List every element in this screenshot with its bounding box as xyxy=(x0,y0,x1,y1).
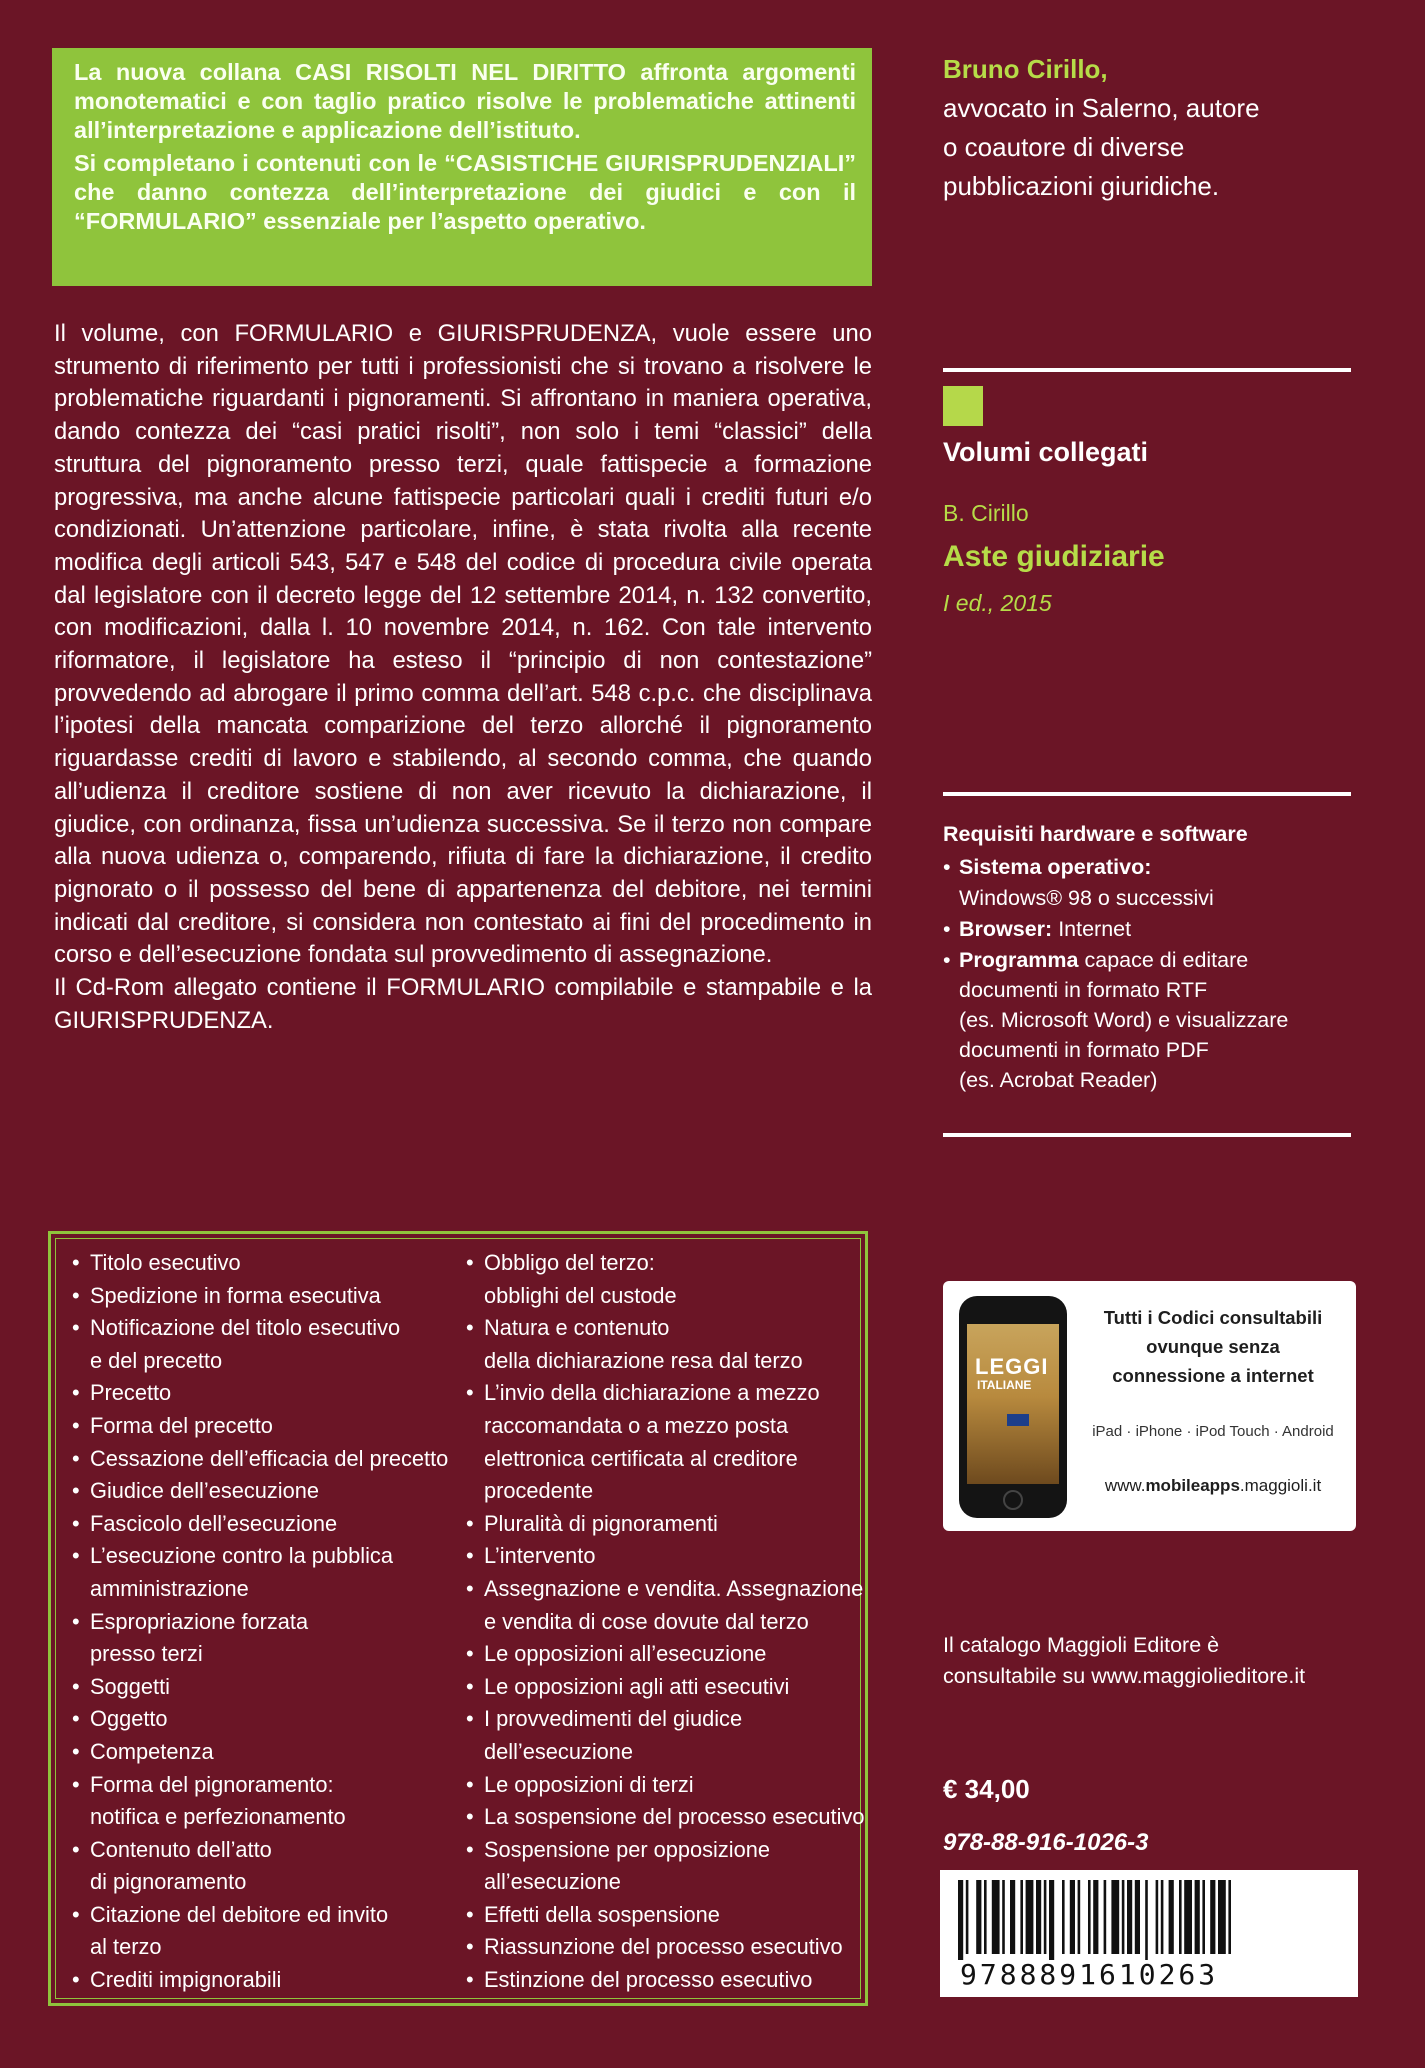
requirement-value: documenti in formato RTF xyxy=(959,978,1208,1002)
topic-line: • Spedizione in forma esecutiva xyxy=(90,1282,381,1308)
topic-item xyxy=(466,1931,866,1964)
app-promo-line: Tutti i Codici consultabili xyxy=(1103,1307,1323,1328)
barcode-bar xyxy=(1210,1880,1215,1954)
topic-line: • Forma del pignoramento: xyxy=(90,1771,334,1797)
topic-item xyxy=(466,1638,866,1671)
topic-line: procedente xyxy=(484,1478,594,1504)
topic-line: al terzo xyxy=(90,1934,162,1960)
barcode-bar xyxy=(1122,1880,1125,1954)
topic-item xyxy=(466,1899,866,1932)
app-logo-text: LEGGI xyxy=(975,1354,1049,1379)
topic-item xyxy=(72,1540,472,1605)
topic-line: • Competenza xyxy=(90,1738,214,1764)
barcode-bar xyxy=(1161,1880,1164,1954)
topic-line: • L’invio della dichiarazione a mezzo xyxy=(484,1380,820,1406)
related-volume-title: Aste giudiziarie xyxy=(943,540,1165,573)
topic-item xyxy=(72,1899,472,1964)
topic-item xyxy=(72,1280,472,1313)
barcode xyxy=(940,1870,1358,1997)
app-promo-title xyxy=(1081,1303,1345,1390)
author-block xyxy=(943,50,1383,206)
requirement-label: Sistema operativo: xyxy=(959,855,1152,879)
topic-line: amministrazione xyxy=(90,1575,249,1601)
topic-line: • Soggetti xyxy=(90,1673,170,1699)
requirement-value: Windows® 98 o successivi xyxy=(959,886,1214,910)
topic-line: • Le opposizioni di terzi xyxy=(484,1771,694,1797)
requirement-value: capace di editare xyxy=(1084,948,1249,972)
barcode-digits: 9788891610263 xyxy=(960,1958,1219,1991)
barcode-bar xyxy=(992,1880,1000,1954)
requirements-block xyxy=(943,819,1363,1095)
barcode-bar xyxy=(1062,1880,1065,1954)
topic-line: all’esecuzione xyxy=(484,1869,621,1895)
phone-home-button xyxy=(1003,1490,1023,1510)
app-devices-list: iPad · iPhone · iPod Touch · Android xyxy=(1092,1423,1334,1440)
topic-item xyxy=(72,1410,472,1443)
topic-line: • Giudice dell’esecuzione xyxy=(90,1478,320,1504)
topic-item xyxy=(466,1573,866,1638)
topic-item xyxy=(72,1964,472,1997)
topic-line: della dichiarazione resa dal terzo xyxy=(484,1347,803,1373)
barcode-bar xyxy=(1088,1880,1091,1954)
barcode-bar xyxy=(1104,1880,1107,1954)
requirement-label: Programma xyxy=(959,948,1079,972)
topic-line: raccomandata o a mezzo posta xyxy=(484,1412,789,1438)
related-volume-author: B. Cirillo xyxy=(943,500,1029,526)
topic-line: • Crediti impignorabili xyxy=(90,1967,282,1993)
topic-line: • Sospensione per opposizione xyxy=(484,1836,770,1862)
phone-screen xyxy=(967,1324,1059,1484)
topic-line: • Contenuto dell’atto xyxy=(90,1836,272,1862)
topic-item xyxy=(466,1312,866,1377)
app-url[interactable]: www.mobileapps.maggioli.it xyxy=(1104,1476,1322,1495)
author-bio-line: o coautore di diverse xyxy=(943,132,1185,162)
requirement-value: (es. Microsoft Word) e visualizzare xyxy=(959,1008,1289,1032)
intro-box xyxy=(52,48,872,286)
topic-line: e vendita di cose dovute dal terzo xyxy=(484,1608,809,1634)
requirement-item xyxy=(943,914,1363,945)
barcode-bar xyxy=(1010,1880,1015,1954)
topic-line: • Le opposizioni agli atti esecutivi xyxy=(484,1673,790,1699)
intro-paragraph-2: Si completano i contenuti con le “CASISTICHE GIURISPRUDENZIALI” che danno contezza dell’interpretazione dei giudici e con il “FORMULARIO” essenziale per l’aspetto operativo. xyxy=(74,150,856,234)
barcode-bar xyxy=(1135,1880,1140,1954)
topic-line: dell’esecuzione xyxy=(484,1738,634,1764)
barcode-bar xyxy=(958,1880,963,1960)
topic-item xyxy=(466,1964,866,1997)
topic-line: • Assegnazione e vendita. Assegnazione xyxy=(484,1575,864,1601)
app-promo-line: ovunque senza xyxy=(1146,1336,1280,1357)
barcode-bar xyxy=(1026,1880,1034,1954)
barcode-bar xyxy=(1156,1880,1159,1954)
price: € 34,00 xyxy=(943,1774,1030,1804)
topic-line: • Oggetto xyxy=(90,1706,168,1732)
topic-line: • Effetti della sospensione xyxy=(484,1901,720,1927)
green-square-marker xyxy=(943,386,983,426)
catalog-line: consultabile su www.maggiolieditore.it xyxy=(943,1664,1306,1688)
topic-item xyxy=(466,1703,866,1768)
description-paragraph-1: Il volume, con FORMULARIO e GIURISPRUDENZA, vuole essere uno strumento di riferimento per tutti i professionisti che si trovano a risolvere le problematiche riguardanti i pignoramenti. Si affrontano in maniera operativa, dando contezza dei “casi pratici risolti”, non solo i temi “classici” della struttura del pignoramento presso terzi, quale fattispecie a formazione progressiva, ma anche alcune fattispecie particolari quali i crediti futuri e/o condizionati. Un’attenzione particolare, infine, è stata rivolta alla recente modifica degli articoli 543, 547 e 548 del codice di procedura civile operata dal legislatore con il decreto legge del 12 settembre 2014, n. 132 convertito, con modificazioni, dalla l. 10 novembre 2014, n. 162. Con tale intervento riformatore, il legislatore ha esteso il “principio di non contestazione” provvedendo ad abrogare il primo comma dell’art. 548 c.p.c. che disciplinava l’ipotesi della mancata comparizione del terzo allorché il pignoramento riguardasse crediti di lavoro e stabilendo, al secondo comma, che quando all’udienza il creditore sostiene di non aver ricevuto la dichiarazione, il giudice, con ordinanza, fissa un’udienza successiva. Se il terzo non compare alla nuova udienza o, comparendo, rifiuta di fare la dichiarazione, il credito pignorato o il possesso del bene di appartenenza del debitore, nei termini indicati dal creditore, si considera non contestato ai fini del procedimento in corso e dell’esecuzione fondata sul provvedimento di assegnazione. xyxy=(54,320,872,969)
barcode-bar xyxy=(1078,1880,1081,1954)
barcode-bar xyxy=(1070,1880,1075,1954)
barcode-bar xyxy=(1036,1880,1041,1954)
topic-item xyxy=(72,1606,472,1671)
requirement-value: (es. Acrobat Reader) xyxy=(959,1068,1158,1092)
requirement-label: Browser: xyxy=(959,917,1053,941)
topic-line: • Forma del precetto xyxy=(90,1412,273,1438)
barcode-bar xyxy=(1195,1880,1200,1954)
topic-line: • La sospensione del processo esecutivo xyxy=(484,1804,865,1830)
barcode-bar xyxy=(1169,1880,1174,1954)
topic-line: • Cessazione dell’efficacia del precetto xyxy=(90,1445,449,1471)
topic-line: • Natura e contenuto xyxy=(484,1315,670,1341)
topic-item xyxy=(72,1475,472,1508)
topic-line: notifica e perfezionamento xyxy=(90,1804,346,1830)
topic-line: • Notificazione del titolo esecutivo xyxy=(90,1315,401,1341)
catalog-line: Il catalogo Maggioli Editore è xyxy=(943,1633,1220,1657)
topic-item xyxy=(466,1671,866,1704)
topic-line: obblighi del custode xyxy=(484,1282,677,1308)
barcode-bar xyxy=(976,1880,981,1954)
topics-column-left xyxy=(72,1247,472,1997)
topic-item xyxy=(72,1443,472,1476)
barcode-bar xyxy=(966,1880,969,1954)
topic-item xyxy=(466,1540,866,1573)
topic-line: • I provvedimenti del giudice xyxy=(484,1706,743,1732)
barcode-bar xyxy=(1228,1880,1231,1954)
app-badge xyxy=(1007,1414,1029,1426)
topic-line: • Citazione del debitore ed invito xyxy=(90,1901,389,1927)
topic-item xyxy=(466,1377,866,1507)
topic-line: • Espropriazione forzata xyxy=(90,1608,309,1634)
catalog-note xyxy=(943,1630,1363,1692)
barcode-bar xyxy=(1145,1880,1148,1960)
topic-item xyxy=(72,1769,472,1834)
topic-item xyxy=(466,1801,866,1834)
topic-item xyxy=(72,1834,472,1899)
barcode-bar xyxy=(1179,1880,1182,1954)
topic-line: • L’intervento xyxy=(484,1543,596,1569)
topic-line: presso terzi xyxy=(90,1641,203,1667)
barcode-bar xyxy=(1202,1880,1205,1954)
topics-column-right xyxy=(466,1247,866,1997)
requirement-value: documenti in formato PDF xyxy=(959,1038,1209,1062)
barcode-bar xyxy=(1044,1880,1047,1954)
barcode-bar xyxy=(1184,1880,1192,1954)
requirement-value: Internet xyxy=(1058,917,1132,941)
topic-line: di pignoramento xyxy=(90,1869,247,1895)
topic-line: e del precetto xyxy=(90,1347,223,1373)
topic-item xyxy=(72,1508,472,1541)
barcode-bar xyxy=(1002,1880,1005,1954)
mobile-app-promo xyxy=(943,1281,1356,1531)
topic-item xyxy=(72,1377,472,1410)
topic-line: • Precetto xyxy=(90,1380,172,1406)
divider xyxy=(943,792,1351,796)
author-bio-line: avvocato in Salerno, autore xyxy=(943,93,1260,123)
topic-line: • Obbligo del terzo: xyxy=(484,1250,655,1275)
author-bio-line: pubblicazioni giuridiche. xyxy=(943,171,1220,201)
requirement-item xyxy=(943,945,1363,1095)
barcode-bar xyxy=(1049,1880,1054,1960)
smartphone-illustration xyxy=(959,1296,1067,1518)
topic-item xyxy=(72,1671,472,1704)
divider xyxy=(943,1133,1351,1137)
app-promo-line: connessione a internet xyxy=(1112,1365,1314,1386)
topic-line: elettronica certificata al creditore xyxy=(484,1445,798,1471)
topic-item xyxy=(466,1508,866,1541)
topic-line: • Riassunzione del processo esecutivo xyxy=(484,1934,843,1960)
topic-item xyxy=(466,1834,866,1899)
isbn: 978-88-916-1026-3 xyxy=(943,1829,1149,1856)
description-text xyxy=(54,318,872,1037)
barcode-bar xyxy=(984,1880,987,1954)
divider xyxy=(943,368,1351,372)
topic-item xyxy=(466,1769,866,1802)
barcode-bar xyxy=(1020,1880,1023,1954)
topic-line: • L’esecuzione contro la pubblica xyxy=(90,1543,393,1569)
topic-item xyxy=(72,1736,472,1769)
related-volume-edition: I ed., 2015 xyxy=(943,590,1052,616)
intro-paragraph-1: La nuova collana CASI RISOLTI NEL DIRITTO affronta argomenti monotematici e con taglio pratico risolve le problematiche attinenti all’interpretazione e applicazione dell’istituto. xyxy=(74,59,856,143)
app-logo-subtext: ITALIANE xyxy=(977,1378,1032,1392)
barcode-bar xyxy=(1127,1880,1132,1954)
topic-line: • Le opposizioni all’esecuzione xyxy=(484,1641,767,1667)
requirements-title: Requisiti hardware e software xyxy=(943,822,1248,846)
topic-line: • Pluralità di pignoramenti xyxy=(484,1510,718,1536)
author-name: Bruno Cirillo, xyxy=(943,54,1108,84)
topic-line: • Fascicolo dell’esecuzione xyxy=(90,1510,338,1536)
related-volumes-title: Volumi collegati xyxy=(943,437,1149,467)
barcode-bar xyxy=(1218,1880,1226,1954)
barcode-bar xyxy=(1111,1880,1119,1954)
topic-line: • Titolo esecutivo xyxy=(90,1250,241,1275)
topic-line: • Estinzione del processo esecutivo xyxy=(484,1967,813,1993)
topic-item xyxy=(72,1703,472,1736)
barcode-bar xyxy=(1093,1880,1098,1954)
topic-item xyxy=(72,1247,472,1280)
requirement-item xyxy=(943,852,1363,914)
description-paragraph-2: Il Cd-Rom allegato contiene il FORMULARIO compilabile e stampabile e la GIURISPRUDENZA. xyxy=(54,974,872,1034)
topic-item xyxy=(72,1312,472,1377)
topic-item xyxy=(466,1247,866,1312)
